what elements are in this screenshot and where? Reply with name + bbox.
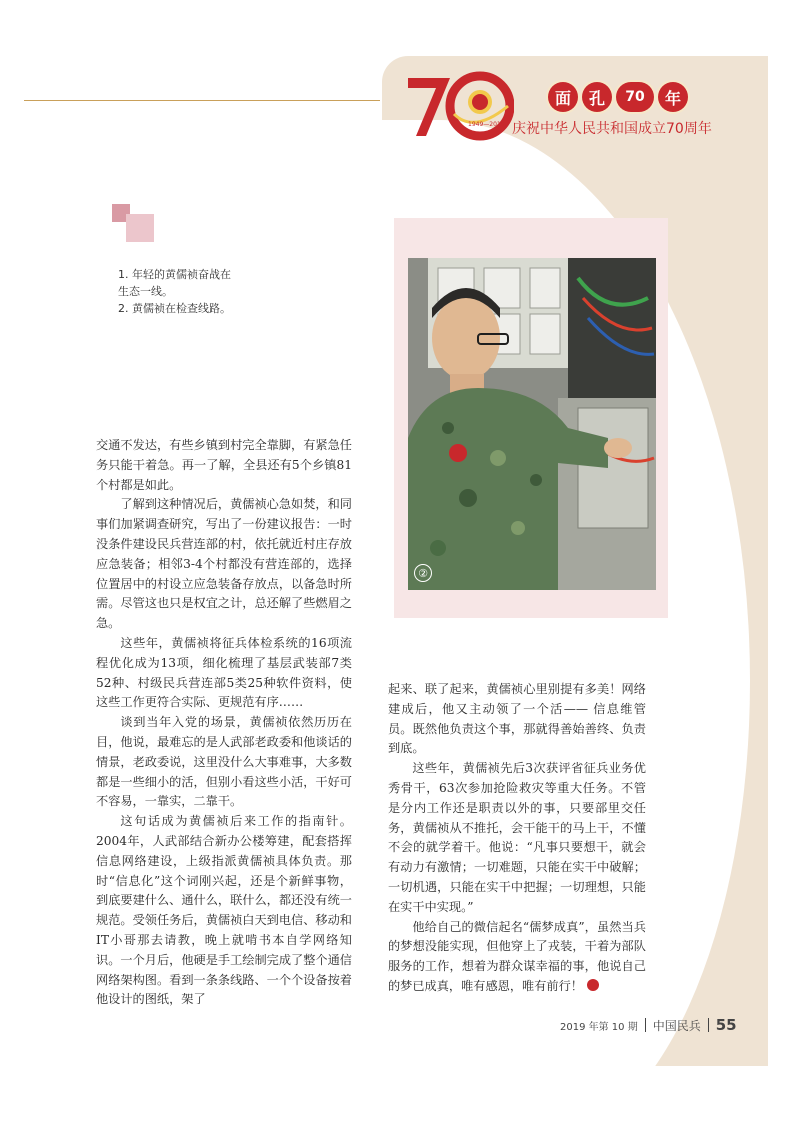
page-number: 55 xyxy=(715,1016,737,1034)
left-text-column xyxy=(96,436,352,1010)
badge-char: 孔 xyxy=(582,82,612,112)
page-footer xyxy=(560,1016,737,1034)
photo-captions xyxy=(118,266,318,317)
photo-number: ② xyxy=(414,564,432,582)
badge-char: 面 xyxy=(548,82,578,112)
paragraph: 这些年，黄儒祯将征兵体检系统的16项流程优化成为13项，细化梳理了基层武装部7类52种、村级民兵营连部5类25种软件资料，使这些工作更符合实际、更规范有序…… xyxy=(96,635,352,710)
title-badges xyxy=(548,82,688,112)
paragraph: 交通不发达，有些乡镇到村完全靠脚，有紧急任务只能干着急。再一了解，全县还有5个乡镇81个村都是如此。 xyxy=(96,438,352,492)
footer-divider xyxy=(708,1018,709,1032)
badge-char: 年 xyxy=(658,82,688,112)
paragraph: 这些年，黄儒祯先后3次获评省征兵业务优秀骨干，63次参加抢险救灾等重大任务。不管是分内工作还是职责以外的事，只要部里交任务，黄儒祯从不推托，会干能干的马上干，不懂不会的就学着干。他说：“凡事只要想干，就会有动力有激情；一切难题，只能在实干中破解；一切机遇，只能在实干中把握；一切理想，只能在实干中实现。” xyxy=(388,761,646,914)
paragraph: 这句话成为黄儒祯后来工作的指南针。2004年，人武部结合新办公楼筹建，配套搭挥信息网络建设，上级指派黄儒祯具体负责。那时“信息化”这个词刚兴起，还是个新鲜事物，到底要建什么、通什么，联什么，都还没有统一规范。受领任务后，黄儒祯白天到电信、移动和IT小哥那去请教，晚上就啃书本自学网络知识。一个月后，他硬是手工绘制完成了整个通信网络架构图。看到一条条线路、一个个设备按着他设计的图纸，架了 xyxy=(96,814,352,1007)
soldier-checking-wiring-photo xyxy=(408,258,656,590)
caption-line: 1. 年轻的黄儒祯奋战在 xyxy=(118,268,231,281)
article-end-icon xyxy=(587,979,599,991)
final-paragraph xyxy=(388,918,646,997)
caption-line: 生态一线。 xyxy=(118,285,173,298)
header-subtitle: 庆祝中华人民共和国成立70周年 xyxy=(512,121,712,137)
right-text-column xyxy=(388,680,646,997)
caption-line: 2. 黄儒祯在检查线路。 xyxy=(118,302,231,315)
logo-years: 1949—2019 xyxy=(468,121,505,128)
paragraph: 起来、联了起来，黄儒祯心里别提有多美！网络建成后，他又主动领了一个活—— 信息维管员。既然他负责这个事，那就得善始善终、负责到底。 xyxy=(388,682,646,756)
header-rule xyxy=(24,100,380,101)
badge-char: 70 xyxy=(616,82,654,112)
photo-illustration xyxy=(408,258,656,590)
paragraph: 谈到当年入党的场景，黄儒祯依然历历在目，他说，最难忘的是人武部老政委和他谈话的情景，老政委说，这里没什么大事难事，大多数都是一些细小的活，但别小看这些小活，干好可不容易，一靠实，二靠干。 xyxy=(96,715,352,809)
70th-anniversary-logo xyxy=(404,70,514,142)
paragraph-text: 他给自己的微信起名“儒梦成真”，虽然当兵的梦想没能实现，但他穿上了戎装，干着为部队服务的工作，想着为群众谋幸福的事，他说自己的梦已成真，唯有感恩，唯有前行！ xyxy=(388,919,646,993)
issue-label: 2019 年第 10 期 xyxy=(560,1021,638,1033)
magazine-name: 中国民兵 xyxy=(652,1018,701,1033)
decorative-square xyxy=(126,214,154,242)
paragraph: 了解到这种情况后，黄儒祯心急如焚，和同事们加紧调查研究，写出了一份建议报告：一时没条件建设民兵营连部的村，依托就近村庄存放应急装备；相邻3-4个村都没有营连部的，选择位置居中的村设立应急装备存放点，以备急时所需。尽管这也只是权宜之计，总还解了些燃眉之急。 xyxy=(96,497,352,631)
footer-divider xyxy=(645,1018,646,1032)
